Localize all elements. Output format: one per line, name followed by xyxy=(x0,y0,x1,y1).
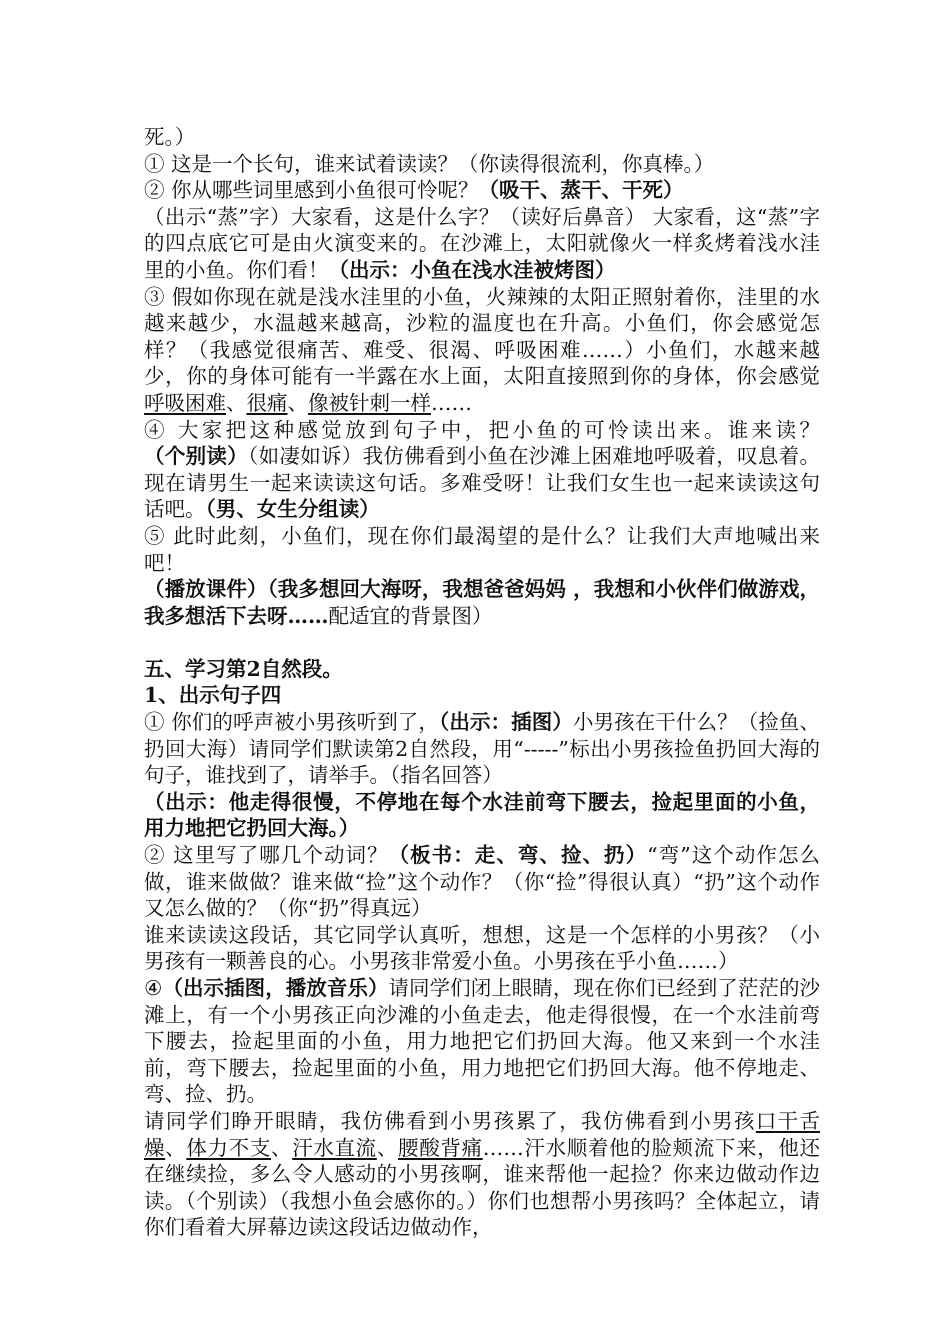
bold-text: （出示：小鱼在浅水洼被烤图） xyxy=(328,257,616,282)
paragraph xyxy=(144,656,820,683)
text-run: ① 你们的呼声被小男孩听到了， xyxy=(144,710,439,735)
paragraph xyxy=(144,576,820,629)
text-run: 、 xyxy=(287,390,308,415)
text-run: 小男孩在干什么？（捡鱼、扔回大海）请同学们默读第2自然段，用“-----”标出小男孩捡鱼扔回大海的句子，谁找到了，请举手。（指名回答） xyxy=(144,710,821,788)
text-run: ① 这是一个长句，谁来试着读读？（你读得很流利，你真棒。） xyxy=(144,151,715,176)
paragraph xyxy=(144,417,820,523)
bold-text: （板书：走、弯、捡、扔） xyxy=(388,843,648,868)
text-run: ……汗水顺着他的脸颊流下来，他还在继续捡，多么令人感动的小男孩啊，谁来帮他一起捡？你来边做动作边读。（个别读）（我想小鱼会感你的。）你们也想帮小男孩吗？全体起立，请你们看着大屏幕边读这段话边做动作， xyxy=(144,1135,821,1240)
text-run: 、 xyxy=(376,1135,399,1160)
bold-text: （出示：插图） xyxy=(439,710,573,735)
text-run: ④ xyxy=(144,976,163,1000)
text-run: 、 xyxy=(165,1135,187,1160)
paragraph xyxy=(144,709,820,789)
underlined-text: 体力不支 xyxy=(186,1135,272,1160)
text-run: 请同学们闭上眼睛，现在你们已经到了茫茫的沙滩上，有一个小男孩正向沙滩的小鱼走去，他走得很慢，在一个水洼前弯下腰去，捡起里面的小鱼，用力地把它们扔回大海。他又来到一个水洼前，弯下腰去，捡起里面的小鱼，用力地把它们扔回大海。他不停地走、弯、捡、扔。 xyxy=(144,976,821,1107)
text-run: （出示“蒸”字）大家看，这是什么字？（读好后鼻音） 大家看，这“蒸”字的四点底它可是由火演变来的。在沙滩上，太阳就像火一样炙烤着浅水洼里的小鱼。你们看！ xyxy=(144,204,820,282)
text-run: ② 这里写了哪几个动词？ xyxy=(144,843,389,868)
text-run: 死。） xyxy=(144,125,196,149)
paragraph xyxy=(144,1108,820,1241)
paragraph xyxy=(144,922,820,975)
text-run: ② 你从哪些词里感到小鱼很可怜呢？ xyxy=(144,178,479,203)
text-run: 、 xyxy=(226,390,247,415)
bold-text: （吸干、蒸干、干死） xyxy=(478,178,684,203)
bold-text: （播放课件）（我多想回大海呀，我想爸爸妈妈 ，我想和小伙伴们做游戏，我多想活下去呀…… xyxy=(144,577,820,628)
text-run: （如凄如诉）我仿佛看到小鱼在沙滩上困难地呼吸着，叹息着。现在请男生一起来读读这句话。多难受呀！让我们女生也一起来读读这句话吧。 xyxy=(144,444,821,522)
bold-text: 五、学习第2自然段。 xyxy=(144,656,343,681)
bold-text: （出示：他走得很慢，不停地在每个水洼前弯下腰去，捡起里面的小鱼，用力地把它扔回大海。） xyxy=(144,789,820,841)
bold-text: （个别读） xyxy=(144,444,249,469)
underlined-text: 腰酸背痛 xyxy=(398,1135,483,1160)
paragraph xyxy=(144,682,820,709)
paragraph xyxy=(144,151,820,178)
paragraph xyxy=(144,177,820,204)
text-run: ⑤ 此时此刻，小鱼们，现在你们最渴望的是什么？让我们大声地喊出来吧！ xyxy=(144,523,820,575)
paragraph xyxy=(144,789,820,842)
text-run: 谁来读读这段话，其它同学认真听，想想，这是一个怎样的小男孩？（小男孩有一颗善良的心。小男孩非常爱小鱼。小男孩在乎小鱼……） xyxy=(144,922,820,974)
text-run: ③ 假如你现在就是浅水洼里的小鱼，火辣辣的太阳正照射着你，洼里的水越来越少，水温越来越高，沙粒的温度也在升高。小鱼们，你会感觉怎样？（我感觉很痛苦、难受、很渴、呼吸困难……）小鱼们，水越来越少，你的身体可能有一半露在水上面，太阳直接照到你的身体，你会感觉 xyxy=(144,284,820,389)
underlined-text: 像被针刺一样 xyxy=(308,390,431,415)
text-run: “弯”这个动作怎么做，谁来做做？谁来做“捡”这个动作？（你“捡”得很认真）“扔”这个动作又怎么做的？（你“扔”得真远） xyxy=(144,843,820,921)
text-run: …… xyxy=(431,390,472,415)
document-body xyxy=(144,124,820,1241)
paragraph xyxy=(144,842,820,922)
paragraph xyxy=(144,204,820,284)
paragraph xyxy=(144,284,820,417)
text-run: 、 xyxy=(271,1135,293,1160)
bold-text: （男、女生分组读） xyxy=(205,497,380,522)
paragraph xyxy=(144,124,820,151)
paragraph xyxy=(144,523,820,576)
text-run: 请同学们睁开眼睛，我仿佛看到小男孩累了，我仿佛看到小男孩 xyxy=(144,1108,756,1133)
underlined-text: 很痛 xyxy=(246,390,288,415)
underlined-text: 口干舌燥 xyxy=(144,1108,821,1160)
underlined-text: 汗水直流 xyxy=(292,1135,377,1160)
text-run: 配适宜的背景图） xyxy=(328,603,493,628)
bold-text: （出示插图，播放音乐） xyxy=(162,976,389,1000)
underlined-text: 呼吸困难 xyxy=(144,390,226,415)
paragraph xyxy=(144,975,820,1108)
text-run: ④ 大家把这种感觉放到句子中，把小鱼的可怜读出来。谁来读？ xyxy=(144,417,820,442)
blank-line xyxy=(144,629,820,656)
bold-text: 1、出示句子四 xyxy=(144,683,282,708)
